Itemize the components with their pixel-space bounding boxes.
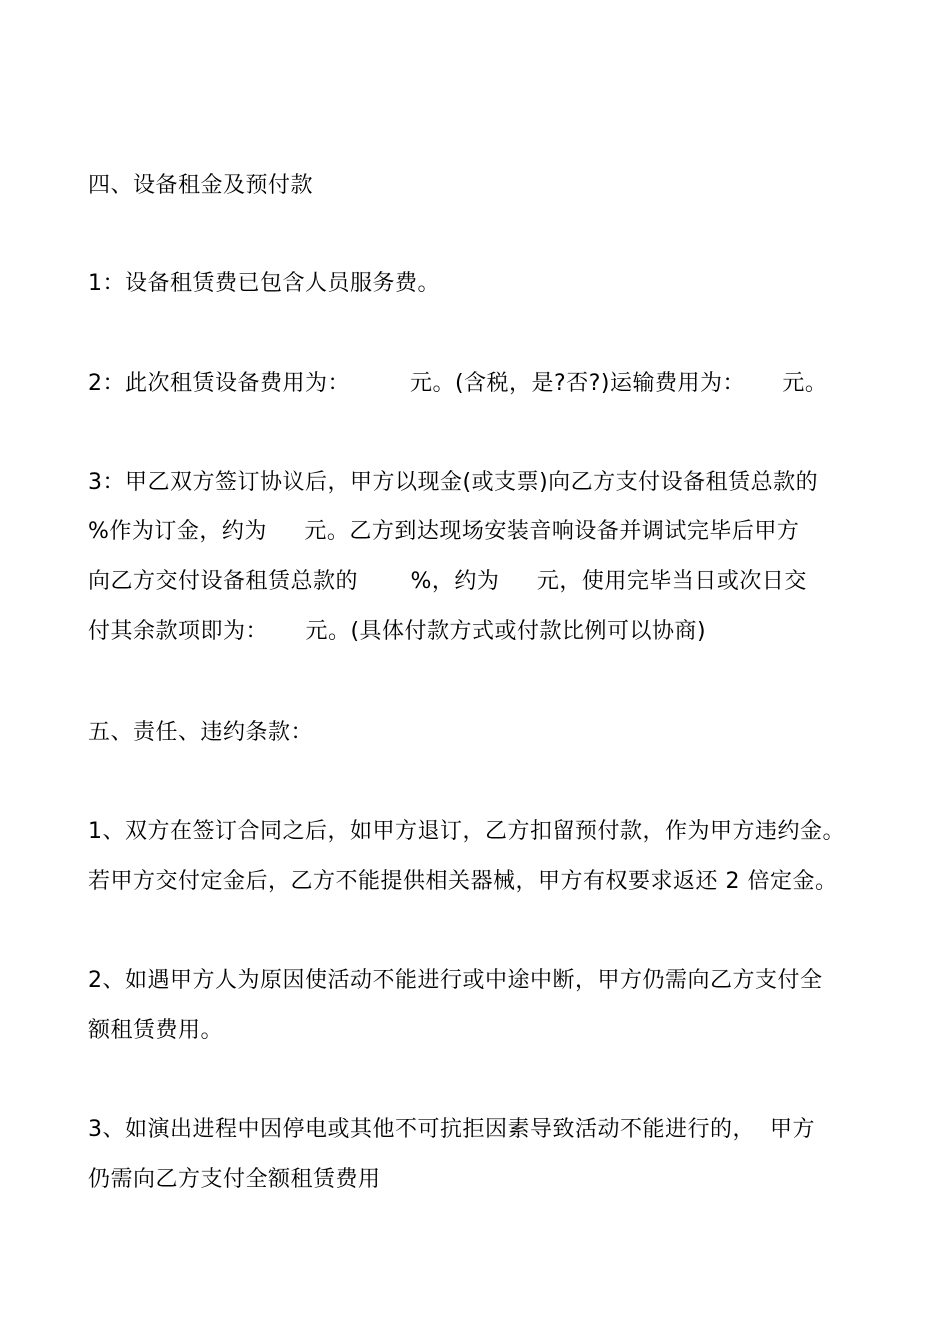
item-4-1: 1：设备租赁费已包含人员服务费。 — [88, 271, 440, 296]
item-5-3-line-2: 仍需向乙方支付全额租赁费用 — [88, 1167, 381, 1192]
section-5-heading: 五、责任、违约条款： — [88, 720, 314, 745]
item-4-3-line-3: 向乙方交付设备租赁总款的 %，约为 元，使用完毕当日或次日交 — [88, 569, 807, 594]
item-5-1-line-2: 若甲方交付定金后，乙方不能提供相关器械，甲方有权要求返还 2 倍定金。 — [88, 869, 838, 894]
item-5-1-line-1: 1、双方在签订合同之后，如甲方退订，乙方扣留预付款，作为甲方违约金。 — [88, 819, 845, 844]
item-5-2-line-2: 额租赁费用。 — [88, 1018, 224, 1043]
item-5-3-line-1: 3、如演出进程中因停电或其他不可抗拒因素导致活动不能进行的， 甲方 — [88, 1117, 815, 1142]
item-4-3-line-2: %作为订金，约为 元。乙方到达现场安装音响设备并调试完毕后甲方 — [88, 519, 800, 544]
section-4-heading: 四、设备租金及预付款 — [88, 173, 314, 198]
item-4-3-line-1: 3：甲乙双方签订协议后，甲方以现金(或支票)向乙方支付设备租赁总款的 — [88, 470, 819, 495]
item-5-2-line-1: 2、如遇甲方人为原因使活动不能进行或中途中断，甲方仍需向乙方支付全 — [88, 968, 823, 993]
item-4-2: 2：此次租赁设备费用为： 元。(含税，是?否?)运输费用为： 元。 — [88, 371, 828, 396]
item-4-3-line-4: 付其余款项即为： 元。(具体付款方式或付款比例可以协商) — [88, 619, 707, 644]
